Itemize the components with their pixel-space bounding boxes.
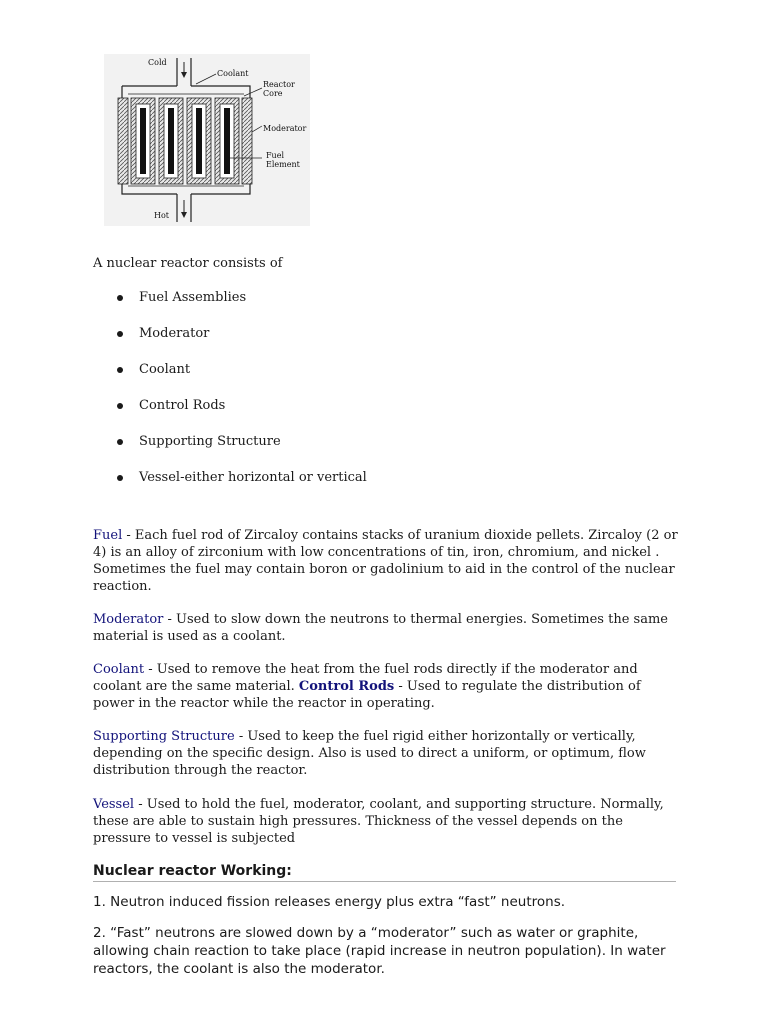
intro-text: A nuclear reactor consists of bbox=[93, 256, 283, 271]
fuel-element bbox=[140, 108, 146, 174]
bullet-icon bbox=[117, 367, 123, 373]
label-fuel-1: Fuel bbox=[266, 151, 284, 160]
working-heading: Nuclear reactor Working: bbox=[93, 862, 676, 882]
label-hot: Hot bbox=[154, 211, 170, 220]
supporting-structure-term: Supporting Structure bbox=[93, 729, 235, 744]
fuel-channel bbox=[187, 98, 211, 184]
fuel-element bbox=[168, 108, 174, 174]
reactor-diagram bbox=[104, 54, 310, 226]
component-list bbox=[93, 290, 367, 506]
label-fuel-2: Element bbox=[266, 160, 300, 169]
vessel-term: Vessel bbox=[93, 797, 135, 812]
control-rods-text: - Used to regulate the distribution of power in the reactor while the reactor in operating. bbox=[93, 679, 641, 711]
label-moderator: Moderator bbox=[263, 124, 307, 133]
moderator-definition bbox=[93, 611, 683, 645]
fuel-element bbox=[196, 108, 202, 174]
coolant-definition bbox=[93, 661, 683, 712]
fuel-definition bbox=[93, 527, 683, 595]
supporting-structure-definition bbox=[93, 728, 683, 779]
reactor-diagram-svg bbox=[104, 54, 310, 226]
bullet-icon bbox=[117, 331, 123, 337]
moderator-block bbox=[118, 98, 128, 184]
control-rods-term: Control Rods bbox=[298, 679, 395, 694]
fuel-channel bbox=[131, 98, 155, 184]
label-reactor-core-2: Core bbox=[263, 89, 283, 98]
moderator-block bbox=[242, 98, 252, 184]
vessel-definition bbox=[93, 796, 683, 847]
coolant-text: - Used to remove the heat from the fuel rods directly if the moderator and coolant are the same material. bbox=[93, 662, 638, 694]
coolant-term: Coolant bbox=[93, 662, 145, 677]
vessel-text: - Used to hold the fuel, moderator, coolant, and supporting structure. Normally, these are able to sustain high pressures. Thickness of the vessel depends on the pressure to vessel is subjected bbox=[93, 797, 664, 846]
bullet-icon bbox=[117, 295, 123, 301]
list-item: Supporting Structure bbox=[93, 434, 367, 470]
list-item: Fuel Assemblies bbox=[93, 290, 367, 326]
list-item: Coolant bbox=[93, 362, 367, 398]
bullet-icon bbox=[117, 403, 123, 409]
fuel-channel bbox=[159, 98, 183, 184]
fuel-term: Fuel bbox=[93, 528, 123, 543]
fuel-element bbox=[224, 108, 230, 174]
bullet-icon bbox=[117, 439, 123, 445]
label-cold: Cold bbox=[148, 58, 167, 67]
working-step: 1. Neutron induced fission releases energy plus extra “fast” neutrons. bbox=[93, 894, 566, 910]
fuel-channel bbox=[215, 98, 239, 184]
bullet-icon bbox=[117, 475, 123, 481]
list-item: Vessel-either horizontal or vertical bbox=[93, 470, 367, 506]
supporting-structure-text: - Used to keep the fuel rigid either horizontally or vertically, depending on the specific design. Also is used to direct a uniform, or optimum, flow distribution through the reactor. bbox=[93, 729, 646, 778]
moderator-text: - Used to slow down the neutrons to thermal energies. Sometimes the same material is used as a coolant. bbox=[93, 612, 668, 644]
fuel-text: - Each fuel rod of Zircaloy contains stacks of uranium dioxide pellets. Zircaloy (2 or 4) is an alloy of zirconium with low concentrations of tin, iron, chromium, and nickel . Sometimes the fuel may contain boron or gadolinium to aid in the control of the nuclear reaction. bbox=[93, 528, 678, 594]
moderator-term: Moderator bbox=[93, 612, 164, 627]
working-step: 2. “Fast” neutrons are slowed down by a “moderator” such as water or graphite, allowing chain reaction to take place (rapid increase in neutron population). In water reactors, the coolant is also the moderator. bbox=[93, 925, 666, 977]
label-reactor-core-1: Reactor bbox=[263, 80, 295, 89]
list-item: Control Rods bbox=[93, 398, 367, 434]
list-item: Moderator bbox=[93, 326, 367, 362]
label-coolant: Coolant bbox=[217, 69, 249, 78]
